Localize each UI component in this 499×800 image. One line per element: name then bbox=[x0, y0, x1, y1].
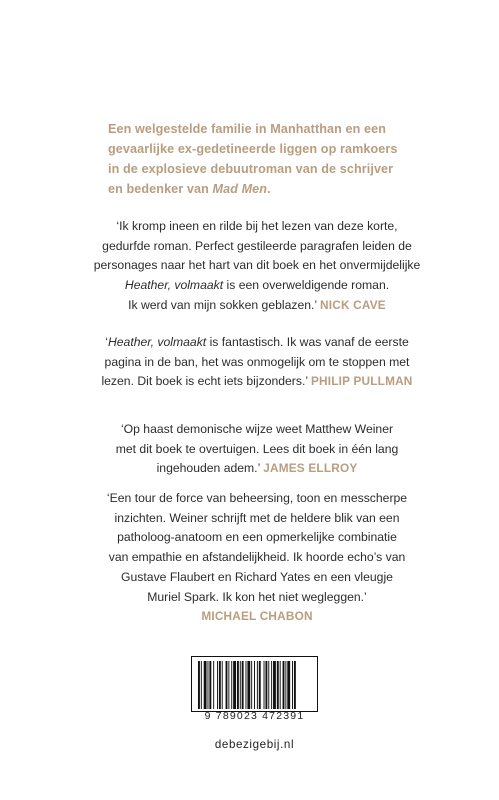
quote-line: is fantastisch. Ik was vanaf de eerste bbox=[206, 335, 409, 349]
quote-line: personages naar het hart van dit boek en het onvermijdelijke bbox=[93, 258, 421, 273]
review-quote-james-ellroy bbox=[87, 420, 427, 479]
blurb-intro bbox=[108, 119, 398, 199]
quote-author: NICK CAVE bbox=[320, 297, 386, 312]
quote-line: inzichten. Weiner schrijft met de heldere blik van een bbox=[114, 510, 400, 525]
review-quote-nick-cave bbox=[87, 217, 427, 316]
quote-line: Muriel Spark. Ik kon het niet wegleggen.’ bbox=[147, 589, 367, 604]
quote-book-title: Heather, volmaakt bbox=[124, 278, 224, 293]
quote-line: pagina in de ban, het was onmogelijk om te stoppen met bbox=[104, 354, 410, 369]
quote-line: Ik werd van mijn sokken geblazen.’ bbox=[128, 297, 321, 312]
review-quote-michael-chabon bbox=[87, 489, 427, 627]
quote-author: MICHAEL CHABON bbox=[201, 609, 313, 624]
quote-line: van empathie en afstandelijkheid. Ik hoorde echo’s van bbox=[108, 550, 406, 565]
quote-author: JAMES ELLROY bbox=[263, 461, 358, 476]
quote-line: ‘Een tour de force van beheersing, toon en messcherpe bbox=[106, 491, 408, 505]
publisher-url: debezigebij.nl bbox=[214, 738, 295, 751]
quote-open-mark: ‘ bbox=[105, 335, 108, 349]
quote-line: lezen. Dit boek is echt iets bijzonders.’ bbox=[101, 374, 311, 389]
quote-line: ‘Op haast demonische wijze weet Matthew Weiner bbox=[120, 422, 394, 436]
blurb-intro-title: Mad Men bbox=[212, 182, 268, 196]
quote-book-title: Heather, volmaakt bbox=[107, 335, 207, 349]
quote-line: is een overweldigende roman. bbox=[223, 278, 390, 293]
quote-line: gedurfde roman. Perfect gestileerde paragrafen leiden de bbox=[102, 238, 412, 253]
quote-line: met dit boek te overtuigen. Lees dit boek in één lang bbox=[115, 441, 399, 456]
quote-author: PHILIP PULLMAN bbox=[310, 374, 413, 389]
quote-line: Gustave Flaubert en Richard Yates en een vleugje bbox=[121, 569, 393, 584]
quote-line: ingehouden adem.’ bbox=[156, 461, 264, 476]
review-quote-philip-pullman bbox=[87, 333, 427, 392]
blurb-intro-text: Een welgestelde familie in Manhatthan en een gevaarlijke ex-gedetineerde liggen op ramkoers in de explosieve debuutroman van de schrijver en bedenker van bbox=[108, 122, 398, 196]
isbn-number: 9 789023 472391 bbox=[204, 710, 305, 722]
quote-line: ‘Ik kromp ineen en rilde bij het lezen van deze korte, bbox=[116, 219, 398, 233]
barcode-frame bbox=[191, 656, 318, 712]
quote-line: patholoog-anatoom en een opmerkelijke combinatie bbox=[117, 530, 397, 545]
blurb-intro-end: . bbox=[267, 182, 271, 196]
barcode-icon bbox=[198, 661, 313, 709]
